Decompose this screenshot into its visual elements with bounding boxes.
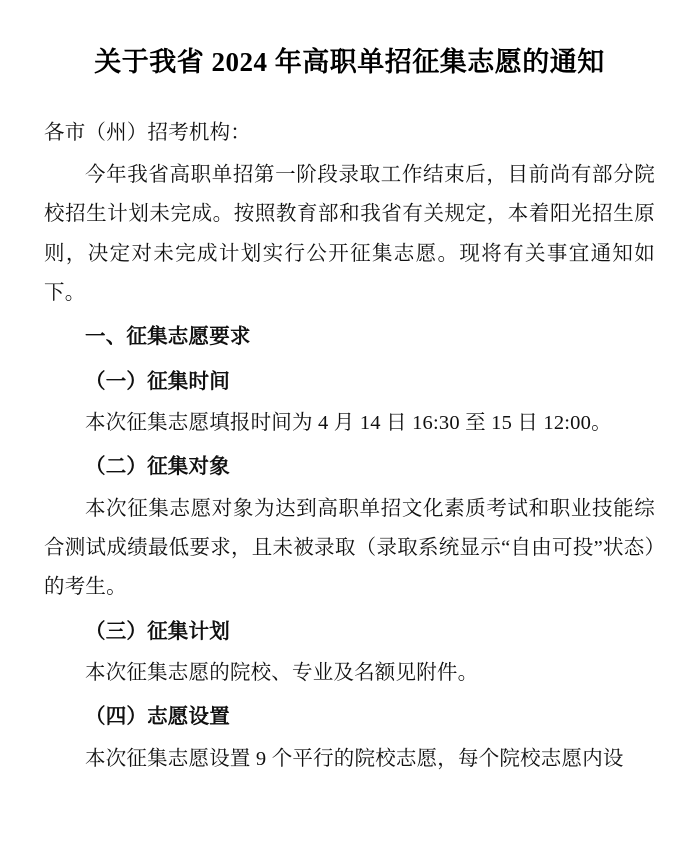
section-heading-1: 一、征集志愿要求 bbox=[85, 326, 251, 349]
paragraph-collection-plan: 本次征集志愿的院校、专业及名额见附件。 bbox=[85, 662, 479, 685]
paragraph-collection-target: 本次征集志愿对象为达到高职单招文化素质考试和职业技能综合测试成绩最低要求，且未被录取（录取系统显示“自由可投”状态）的考生。 bbox=[44, 497, 655, 599]
paragraph-volunteer-setting: 本次征集志愿设置 9 个平行的院校志愿，每个院校志愿内设 bbox=[85, 747, 624, 770]
salutation: 各市（州）招考机构： bbox=[44, 122, 251, 145]
opening-paragraph: 今年我省高职单招第一阶段录取工作结束后，目前尚有部分院校招生计划未完成。按照教育部和我省有关规定，本着阳光招生原则，决定对未完成计划实行公开征集志愿。现将有关事宜通知如下。 bbox=[44, 163, 655, 304]
subsection-heading-1-3: （三）征集计划 bbox=[85, 620, 230, 643]
subsection-heading-1-4: （四）志愿设置 bbox=[85, 706, 230, 729]
paragraph-collection-time: 本次征集志愿填报时间为 4 月 14 日 16:30 至 15 日 12:00。 bbox=[85, 411, 612, 434]
subsection-heading-1-2: （二）征集对象 bbox=[85, 456, 230, 479]
document-title: 关于我省 2024 年高职单招征集志愿的通知 bbox=[94, 47, 605, 77]
subsection-heading-1-1: （一）征集时间 bbox=[85, 370, 230, 393]
document-body bbox=[44, 114, 655, 779]
